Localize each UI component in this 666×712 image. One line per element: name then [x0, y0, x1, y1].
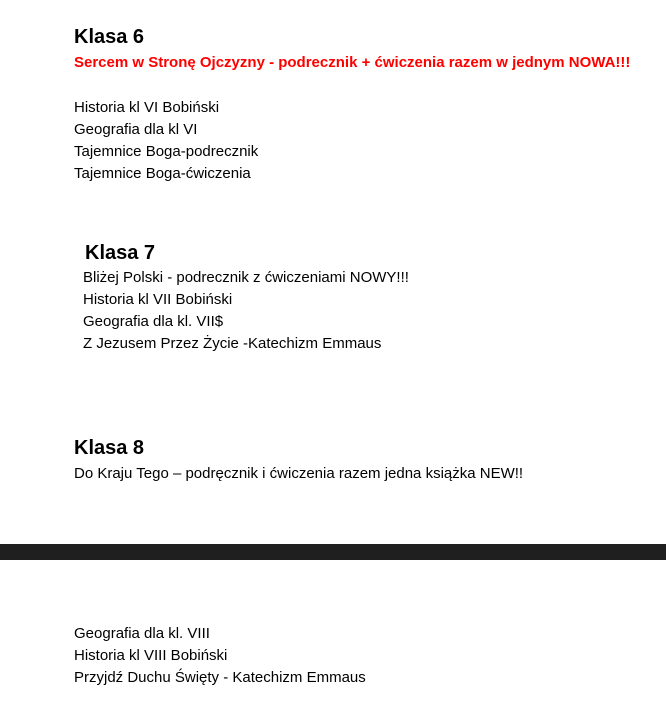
klasa7-book-list	[83, 267, 409, 355]
list-item: Historia kl VII Bobiński	[83, 291, 233, 308]
list-item: Z Jezusem Przez Życie -Katechizm Emmaus	[83, 335, 382, 352]
list-item: Do Kraju Tego – podręcznik i ćwiczenia razem jedna książka NEW!!	[74, 465, 524, 482]
klasa8-book-list	[74, 463, 523, 485]
klasa8-book-list-continued	[74, 623, 366, 689]
page-divider-band	[0, 544, 666, 560]
klasa6-new-book-note: Sercem w Stronę Ojczyzny - podrecznik + ćwiczenia razem w jednym NOWA!!!	[74, 54, 631, 71]
list-item: Bliżej Polski - podrecznik z ćwiczeniami NOWY!!!	[83, 269, 409, 286]
list-item: Tajemnice Boga-ćwiczenia	[74, 165, 251, 182]
klasa6-heading: Klasa 6	[74, 26, 145, 48]
list-item: Przyjdź Duchu Święty - Katechizm Emmaus	[74, 669, 366, 686]
klasa7-heading: Klasa 7	[85, 242, 156, 264]
list-item: Geografia dla kl. VII$	[83, 313, 224, 330]
klasa6-book-list	[74, 97, 258, 185]
list-item: Geografia dla kl VI	[74, 121, 198, 138]
list-item: Historia kl VIII Bobiński	[74, 647, 228, 664]
list-item: Historia kl VI Bobiński	[74, 99, 220, 116]
list-item: Geografia dla kl. VIII	[74, 625, 210, 642]
klasa8-heading: Klasa 8	[74, 437, 145, 459]
list-item: Tajemnice Boga-podrecznik	[74, 143, 259, 160]
